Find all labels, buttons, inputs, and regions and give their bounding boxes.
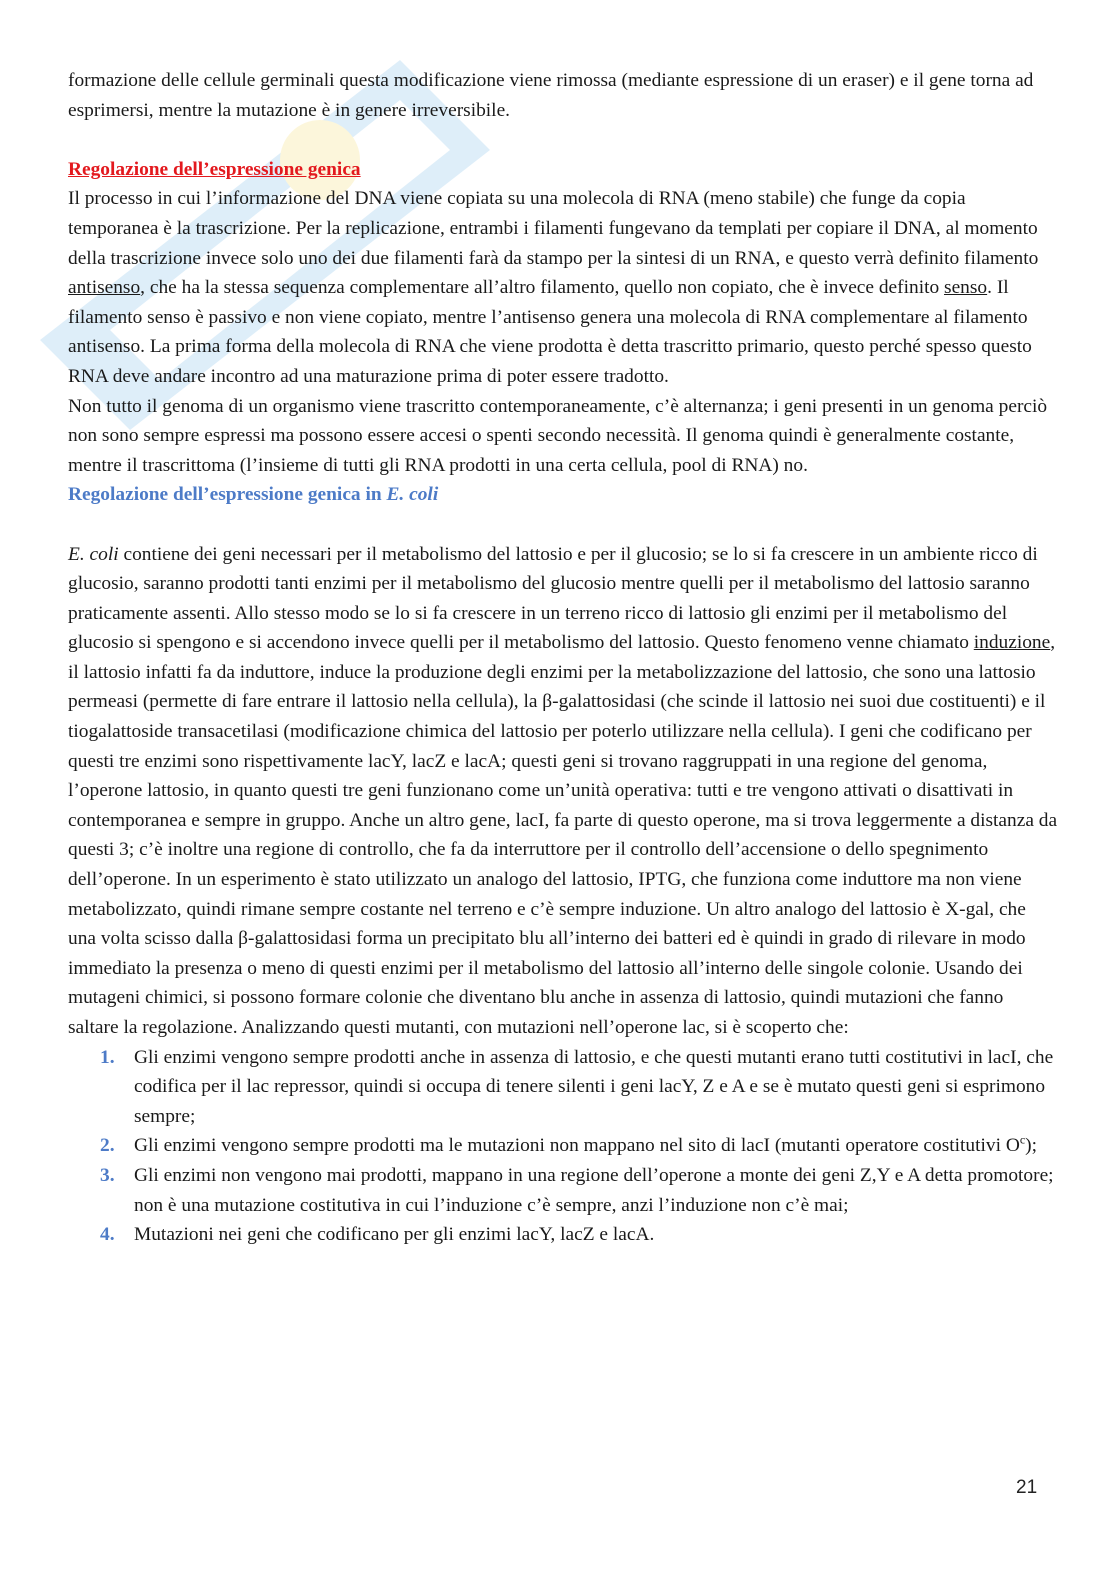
list-item: 4. Mutazioni nei geni che codificano per gli enzimi lacY, lacZ e lacA.	[100, 1224, 655, 1246]
mutant-list	[68, 1043, 1058, 1250]
term-antisenso: antisenso	[68, 277, 141, 299]
list-item: 3. Gli enzimi non vengono mai prodotti, mappano in una regione dell’operone a monte dei geni Z,Y e A detta promotore; non è una mutazione costitutiva in cui l’induzione c’è sempre, anzi l’induzione non c’è mai;	[100, 1164, 1054, 1216]
term-senso: senso	[944, 277, 988, 299]
document-page	[68, 66, 1058, 1250]
paragraph-operone-lac: E. coli contiene dei geni necessari per il metabolismo del lattosio e per il glucosio; se lo si fa crescere in un ambiente ricco di glucosio, saranno prodotti tanti enzimi per il metabolismo del glucosio mentre quelli per il metabolismo del lattosio saranno praticamente assenti. Allo stesso modo se lo si fa crescere in un terreno ricco di lattosio gli enzimi per il metabolismo del glucosio si spengono e si accendono invece quelli per il metabolismo del lattosio. Questo fenomeno venne chiamato induzione, il lattosio infatti fa da induttore, induce la produzione degli enzimi per la metabolizzazione del lattosio, che sono una lattosio permeasi (permette di fare entrare il lattosio nella cellula), la β-galattosidasi (che scinde il lattosio nei suoi due costituenti) e il tiogalattoside transacetilasi (modificazione chimica del lattosio per poterlo utilizzare nella cellula). I geni che codificano per questi tre enzimi sono rispettivamente lacY, lacZ e lacA; questi geni si trovano raggruppati in una regione del genoma, l’operone lattosio, in quanto questi tre geni funzionano come un’unità operativa: tutti e tre vengono attivati o disattivati in contemporanea e sempre in gruppo. Anche un altro gene, lacI, fa parte di questo operone, ma si trova leggermente a distanza da questi 3; c’è inoltre una regione di controllo, che fa da interruttore per il controllo dell’accensione o dello spegnimento dell’operone. In un esperimento è stato utilizzato un analogo del lattosio, IPTG, che funziona come induttore ma non viene metabolizzato, quindi rimane sempre costante nel terreno e c’è sempre induzione. Un altro analogo del lattosio è X-gal, che una volta scisso dalla β-galattosidasi forma un precipitato blu all’interno dei batteri ed è quindi in grado di rilevare in modo immediato la presenza o meno di questi enzimi per il metabolismo del lattosio all’interno delle singole colonie. Usando dei mutageni chimici, si possono formare colonie che diventano blu anche in assenza di lattosio, quindi mutazioni che fanno saltare la regolazione. Analizzando questi mutanti, con mutazioni nell’operone lac, si è scoperto che:	[68, 543, 1058, 1038]
paragraph-trascrizione: Il processo in cui l’informazione del DNA viene copiata su una molecola di RNA (meno stabile) che funge da copia temporanea è la trascrizione. Per la replicazione, entrambi i filamenti fungevano da templati per copiare il DNA, al momento della trascrizione invece solo uno dei due filamenti farà da stampo per la sintesi di un RNA, e questo verrà definito filamento antisenso, che ha la stessa sequenza complementare all’altro filamento, quello non copiato, che è invece definito senso. Il filamento senso è passivo e non viene copiato, mentre l’antisenso genera una molecola di RNA complementare al filamento antisenso. La prima forma della molecola di RNA che viene prodotta è detta trascritto primario, questo perché spesso questo RNA deve andare incontro ad una maturazione prima di poter essere tradotto.	[68, 188, 1039, 387]
list-item: 2. Gli enzimi vengono sempre prodotti ma le mutazioni non mappano nel sito di lacI (mutanti operatore costitutivi $O^c$);	[100, 1132, 1038, 1157]
intro-paragraph: formazione delle cellule germinali questa modificazione viene rimossa (mediante espressione di un eraser) e il gene torna ad esprimersi, mentre la mutazione è in genere irreversibile.	[68, 70, 1034, 121]
paragraph-genoma: Non tutto il genoma di un organismo viene trascritto contemporaneamente, c’è alternanza; i geni presenti in un genoma perciò non sono sempre espressi ma possono essere accesi o spenti secondo necessità. Il genoma quindi è generalmente costante, mentre il trascrittoma (l’insieme di tutti gli RNA prodotti in una certa cellula, pool di RNA) no.	[68, 395, 1048, 476]
list-item: 1. Gli enzimi vengono sempre prodotti anche in assenza di lattosio, e che questi mutanti erano tutti costitutivi in lacI, che codifica per il lac repressor, quindi si occupa di tenere silenti i geni lacY, Z e A e se è mutato questi geni si esprimono sempre;	[100, 1046, 1054, 1127]
section-heading-ecoli: Regolazione dell’espressione genica in E. coli	[68, 484, 439, 506]
section-heading-regolazione: Regolazione dell’espressione genica	[68, 158, 361, 180]
term-induzione: induzione	[973, 632, 1051, 654]
page-number: 21	[1016, 1477, 1038, 1498]
